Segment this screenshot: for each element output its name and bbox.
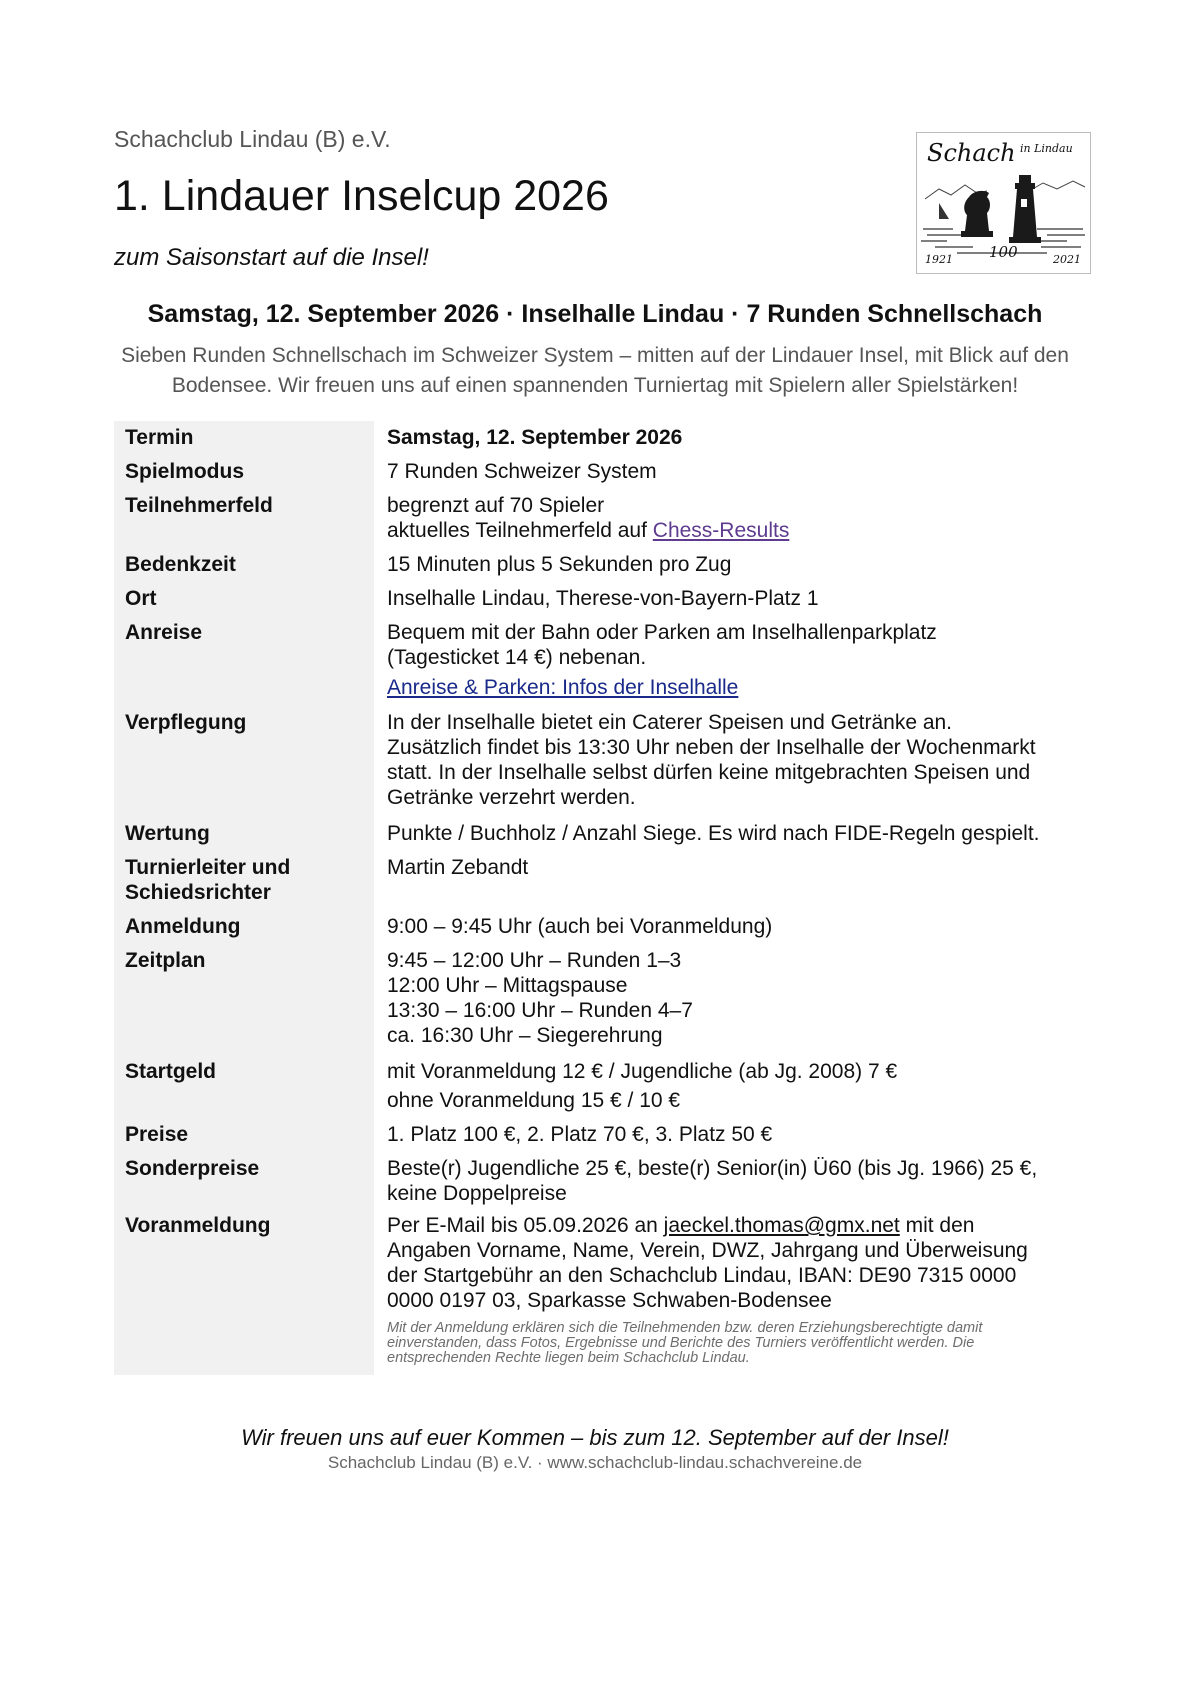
- label-termin: Termin: [125, 426, 194, 449]
- value-termin: Samstag, 12. September 2026: [387, 426, 683, 449]
- value-turnierleiter: Martin Zebandt: [387, 856, 529, 879]
- page-subtitle: zum Saisonstart auf die Insel!: [114, 244, 429, 271]
- privacy-note: Mit der Anmeldung erklären sich die Teilnehmenden bzw. deren Erziehungsberechtigte damit einverstanden, dass Fotos, Ergebnisse und Berichte des Turniers veröffentlicht werden. Die entsprechenden Rechte liegen beim Schachclub Lindau.: [387, 1320, 983, 1366]
- closing-line: Wir freuen uns auf euer Kommen – bis zum 12. September auf der Insel!: [241, 1425, 949, 1450]
- value-ort: Inselhalle Lindau, Therese-von-Bayern-Platz 1: [387, 587, 819, 610]
- value-voranmeldung-prefix: Per E-Mail bis 05.09.2026 an: [387, 1214, 664, 1237]
- footer-line: Schachclub Lindau (B) e.V. · www.schachclub-lindau.schachvereine.de: [327, 1453, 863, 1472]
- label-teilnehmerfeld: Teilnehmerfeld: [125, 494, 273, 517]
- chess-tower-logo-icon: [917, 133, 1090, 273]
- value-verpflegung-line: Getränke verzehrt werden.: [387, 786, 636, 809]
- label-anreise: Anreise: [125, 621, 203, 644]
- value-voranmeldung-suffix: mit den: [899, 1214, 975, 1237]
- logo-place: in Lindau: [1020, 142, 1073, 155]
- value-verpflegung-line: statt. In der Inselhalle selbst dürfen keine mitgebrachten Speisen und: [387, 761, 1031, 784]
- value-spielmodus: 7 Runden Schweizer System: [387, 460, 657, 483]
- value-sonderpreise-line2: keine Doppelpreise: [387, 1182, 567, 1205]
- value-bedenkzeit: 15 Minuten plus 5 Sekunden pro Zug: [387, 553, 732, 576]
- label-wertung: Wertung: [125, 822, 210, 845]
- label-ort: Ort: [125, 587, 157, 610]
- value-verpflegung-line: Zusätzlich findet bis 13:30 Uhr neben der Inselhalle der Wochenmarkt: [387, 736, 1036, 759]
- value-startgeld-line2: ohne Voranmeldung 15 € / 10 €: [387, 1089, 681, 1112]
- chess-results-link[interactable]: Chess-Results: [652, 519, 790, 542]
- value-zeitplan-line: 12:00 Uhr – Mittagspause: [387, 974, 628, 997]
- value-wertung: Punkte / Buchholz / Anzahl Siege. Es wird nach FIDE-Regeln gespielt.: [387, 822, 1040, 845]
- logo-anniversary: 100: [989, 243, 1018, 261]
- logo-year-start: 1921: [925, 253, 953, 266]
- label-startgeld: Startgeld: [125, 1060, 217, 1083]
- label-preise: Preise: [125, 1123, 189, 1146]
- value-teilnehmerfeld-limit: begrenzt auf 70 Spieler: [387, 494, 605, 517]
- label-bedenkzeit: Bedenkzeit: [125, 553, 236, 576]
- value-startgeld-line1: mit Voranmeldung 12 € / Jugendliche (ab Jg. 2008) 7 €: [387, 1060, 898, 1083]
- label-turnierleiter-line2: Schiedsrichter: [125, 881, 271, 904]
- logo-word: Schach: [927, 139, 1016, 167]
- value-preise: 1. Platz 100 €, 2. Platz 70 €, 3. Platz 50 €: [387, 1123, 773, 1146]
- value-teilnehmerfeld-prefix: aktuelles Teilnehmerfeld auf: [387, 519, 653, 542]
- value-zeitplan-line: ca. 16:30 Uhr – Siegerehrung: [387, 1024, 663, 1047]
- label-zeitplan: Zeitplan: [125, 949, 206, 972]
- value-zeitplan-line: 13:30 – 16:00 Uhr – Runden 4–7: [387, 999, 693, 1022]
- label-sonderpreise: Sonderpreise: [125, 1157, 260, 1180]
- event-headline: Samstag, 12. September 2026 · Inselhalle Lindau · 7 Runden Schnellschach: [147, 300, 1043, 328]
- label-turnierleiter-line1: Turnierleiter und: [125, 856, 291, 879]
- value-sonderpreise-line1: Beste(r) Jugendliche 25 €, beste(r) Senior(in) Ü60 (bis Jg. 1966) 25 €,: [387, 1157, 1038, 1180]
- label-turnierleiter: [125, 855, 365, 905]
- logo-year-end: 2021: [1053, 253, 1081, 266]
- value-anreise-line2: (Tagesticket 14 €) nebenan.: [387, 646, 647, 669]
- label-verpflegung: Verpflegung: [125, 711, 247, 734]
- intro-text: Sieben Runden Schnellschach im Schweizer System – mitten auf der Lindauer Insel, mit Blick auf den Bodensee. Wir freuen uns auf einen spannenden Turniertag mit Spielern aller Spielstärken!: [121, 344, 1069, 397]
- value-voranmeldung-line: Angaben Vorname, Name, Verein, DWZ, Jahrgang und Überweisung: [387, 1239, 1028, 1262]
- label-anmeldung: Anmeldung: [125, 915, 241, 938]
- club-name: Schachclub Lindau (B) e.V.: [114, 126, 391, 152]
- value-voranmeldung-line: der Startgebühr an den Schachclub Lindau, IBAN: DE90 7315 0000: [387, 1264, 1017, 1287]
- registration-email-link[interactable]: jaeckel.thomas@gmx.net: [663, 1214, 900, 1237]
- club-logo: [916, 132, 1091, 274]
- value-voranmeldung-line: 0000 0197 03, Sparkasse Schwaben-Bodensee: [387, 1289, 832, 1312]
- label-voranmeldung: Voranmeldung: [125, 1214, 271, 1237]
- page-title: 1. Lindauer Inselcup 2026: [114, 172, 609, 220]
- value-verpflegung-line: In der Inselhalle bietet ein Caterer Speisen und Getränke an.: [387, 711, 953, 734]
- value-anmeldung: 9:00 – 9:45 Uhr (auch bei Voranmeldung): [387, 915, 773, 938]
- value-zeitplan-line: 9:45 – 12:00 Uhr – Runden 1–3: [387, 949, 682, 972]
- value-anreise-line1: Bequem mit der Bahn oder Parken am Inselhallenparkplatz: [387, 621, 937, 644]
- inselhalle-info-link[interactable]: Anreise & Parken: Infos der Inselhalle: [387, 676, 739, 699]
- label-spielmodus: Spielmodus: [125, 460, 245, 483]
